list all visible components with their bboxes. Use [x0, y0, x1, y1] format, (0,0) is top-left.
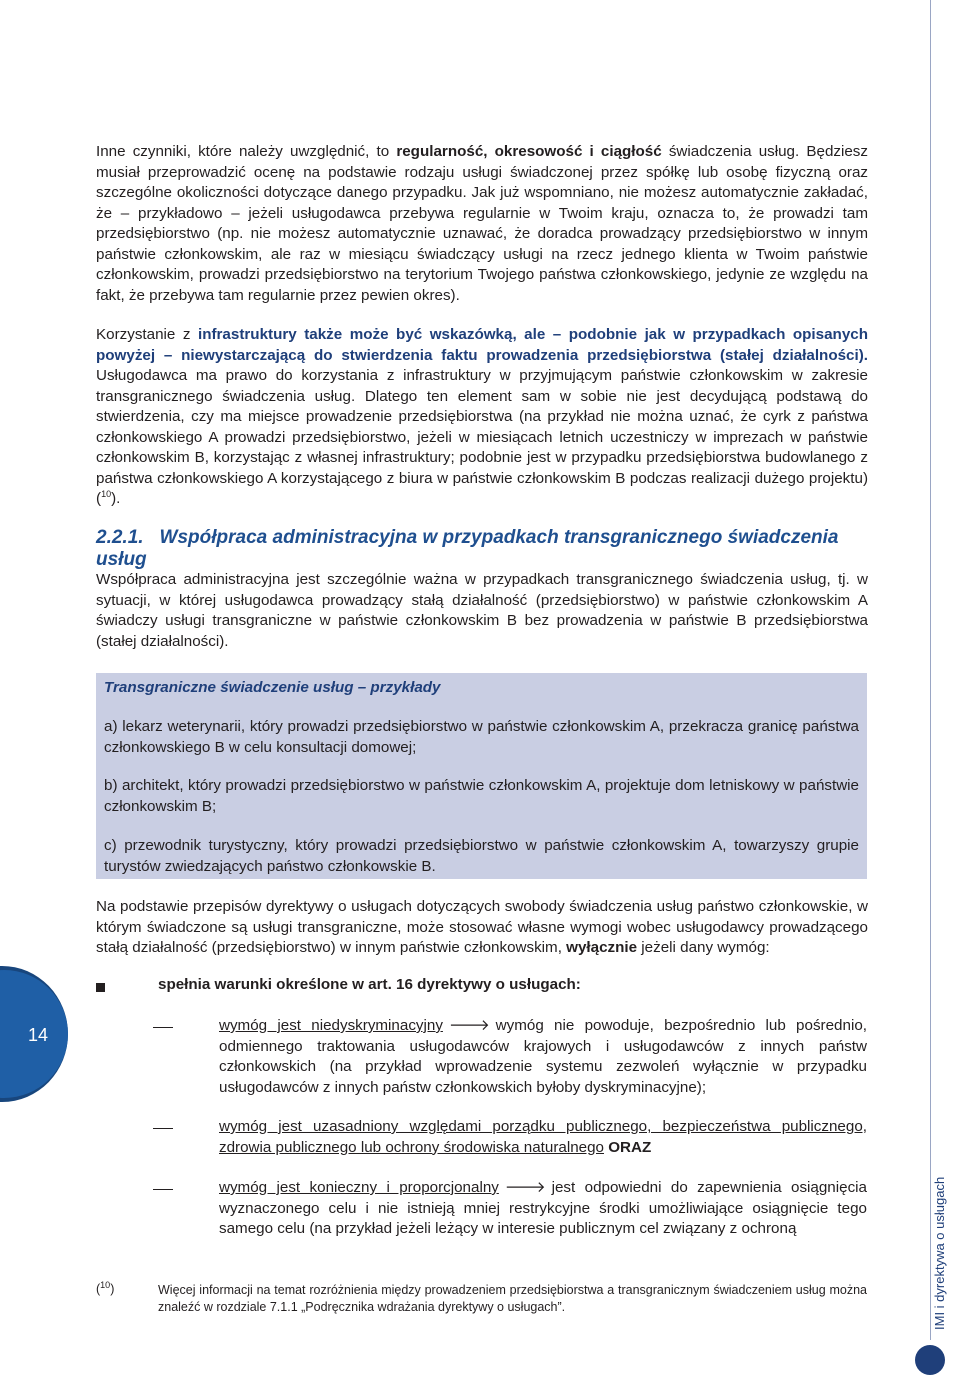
footnote-marker	[96, 1279, 115, 1296]
sub-item-nondiscrimination	[219, 1016, 867, 1098]
text: Usługodawca ma prawo do korzystania z infrastruktury w przyjmującym państwie członkowskim w zakresie transgranicznego świadczenia usług. Dlatego ten element sam w sobie nie jest decydującą podstawą do stwierdzenia, czy ma miejsce prowadzenie przedsiębiorstwa (na przykład nie można uznać, że cyrk z państwa członkowskiego A prowadzi przedsiębiorstwo, jeżeli w miesiącach letnich uczestniczy w imprezach w państwie członkowskim B, korzystając z własnej infrastruktury; podobnie jest w przypadku przedsiębiorstwa budowlanego z państwa członkowskiego A korzystającego z biura w państwie członkowskim B podczas realizacji dużego projektu) (	[96, 367, 868, 507]
examples-box	[96, 673, 867, 879]
section-number: 2.2.1.	[96, 527, 144, 548]
bold-text: ORAZ	[608, 1138, 652, 1156]
paragraph-requirements	[96, 897, 868, 959]
text: jeżeli dany wymóg:	[637, 939, 770, 956]
side-label: IMI i dyrektywa o usługach	[932, 1176, 947, 1330]
footnote-number: 10	[100, 1279, 111, 1290]
footnote-ref[interactable]: 10	[101, 488, 112, 499]
underlined-text: wymóg jest niedyskryminacyjny	[219, 1017, 443, 1034]
bold-text: wyłącznie	[566, 939, 638, 956]
text: )	[110, 1282, 115, 1296]
corner-dot-icon	[915, 1345, 945, 1375]
margin-line	[930, 0, 931, 1340]
dash-icon	[153, 1128, 173, 1129]
section-heading	[96, 527, 876, 571]
text: Inne czynniki, które należy uwzględnić, to	[96, 143, 397, 160]
text: wymóg nie powoduje, bezpośrednio lub pośrednio, odmiennego traktowania usługodawców krajowych i usługodawców z innych państw członkowskich (na przykład wprowadzenie systemu zezwoleń wyłącznie w przypadku usługodawców z innych państw członkowskich byłoby dyskryminacyjne);	[219, 1017, 867, 1096]
paragraph-infrastructure	[96, 325, 868, 510]
dash-icon	[153, 1189, 173, 1190]
page-number: 14	[27, 1025, 49, 1045]
bullet-square-icon	[96, 983, 105, 992]
sub-item-justified	[219, 1117, 867, 1158]
bold-text: regularność, okresowość i ciągłość	[396, 143, 662, 160]
section-title: Współpraca administracyjna w przypadkach transgranicznego świadczenia usług	[96, 527, 839, 570]
text: Korzystanie z	[96, 326, 198, 343]
text: świadczenia usług. Będziesz musiał przeprowadzić ocenę na podstawie rodzaju usługi świadczonej przez spółkę lub osobę fizyczną oraz szczególne okoliczności dotyczące danego przypadku. Jak już wspomniano, nie możesz automatycznie zakładać, że – przykładowo – jeżeli usługodawca przebywa regularnie w Twoim kraju, oznacza to, że prowadzi tam przedsiębiorstwo (np. nie możesz automatycznie uznawać, że doradca prowadzący przedsiębiorstwo w innym państwie członkowskim, ale raz w miesiącu świadczący usługi na rzecz jednego klienta w Twoim państwie członkowskim, prowadzi przedsiębiorstwo na terytorium Twojego państwa członkowskiego, jedynie ze względu na fakt, że przebywa tam regularnie przez pewien okres).	[96, 143, 868, 304]
example-item: a) lekarz weterynarii, który prowadzi przedsiębiorstwo w państwie członkowskim A, przekracza granicę państwa członkowskiego B w celu konsultacji domowej;	[104, 718, 859, 756]
examples-box-title: Transgraniczne świadczenie usług – przykłady	[104, 679, 441, 696]
arrow-right-icon: 🡒	[448, 1017, 490, 1034]
bold-text: infrastruktury także może być wskazówką, ale – podobnie jak w przypadkach opisanych powyżej – niewystarczającą do stwierdzenia faktu prowadzenia przedsiębiorstwa (stałej działalności).	[96, 326, 868, 364]
bullet-text: spełnia warunki określone w art. 16 dyrektywy o usługach:	[158, 976, 581, 993]
example-item: b) architekt, który prowadzi przedsiębiorstwo w państwie członkowskim A, projektuje dom letniskowy w państwie członkowskim B;	[104, 777, 859, 815]
dash-icon	[153, 1027, 173, 1028]
sub-item-proportional	[219, 1178, 867, 1240]
paragraph-cooperation: Współpraca administracyjna jest szczególnie ważna w przypadkach transgranicznego świadczenia usług, tj. w sytuacji, w której usługodawca prowadzący stałą działalność (przedsiębiorstwo) w państwie członkowskim A świadczy usługi transgraniczne w państwie członkowskim B bez prowadzenia w państwie B przedsiębiorstwa (stałej działalności).	[96, 571, 868, 650]
underlined-text: wymóg jest konieczny i proporcjonalny	[219, 1179, 499, 1196]
text: jest odpowiedni do zapewnienia osiągnięcia wyznaczonego celu i nie istnieją mniej restrykcyjne środki umożliwiające osiągnięcie tego samego celu (na przykład jeżeli leżący w interesie publicznym cel związany z ochroną	[219, 1179, 867, 1237]
underlined-text: wymóg jest uzasadniony względami porządku publicznego, bezpieczeństwa publicznego, zdrowia publicznego lub ochrony środowiska naturalnego	[219, 1118, 867, 1156]
arrow-right-icon: 🡒	[504, 1179, 546, 1196]
text: ).	[111, 490, 121, 507]
footnote-text: Więcej informacji na temat rozróżnienia między prowadzeniem przedsiębiorstwa a transgranicznym świadczeniem usług można znaleźć w rozdziale 7.1.1 „Podręcznika wdrażania dyrektywy o usługach”.	[158, 1283, 867, 1314]
paragraph-regularity	[96, 142, 868, 306]
text: (	[96, 1282, 101, 1296]
example-item: c) przewodnik turystyczny, który prowadzi przedsiębiorstwo w państwie członkowskim A, towarzyszy grupie turystów zwiedzających państwo członkowskie B.	[104, 837, 859, 875]
text: Na podstawie przepisów dyrektywy o usługach dotyczących swobody świadczenia usług państwo członkowskie, w którym świadczone są usługi transgraniczne, może stosować własne wymogi wobec usługodawcy prowadzącego stałą działalność (przedsiębiorstwo) w innym państwie członkowskim,	[96, 898, 868, 956]
